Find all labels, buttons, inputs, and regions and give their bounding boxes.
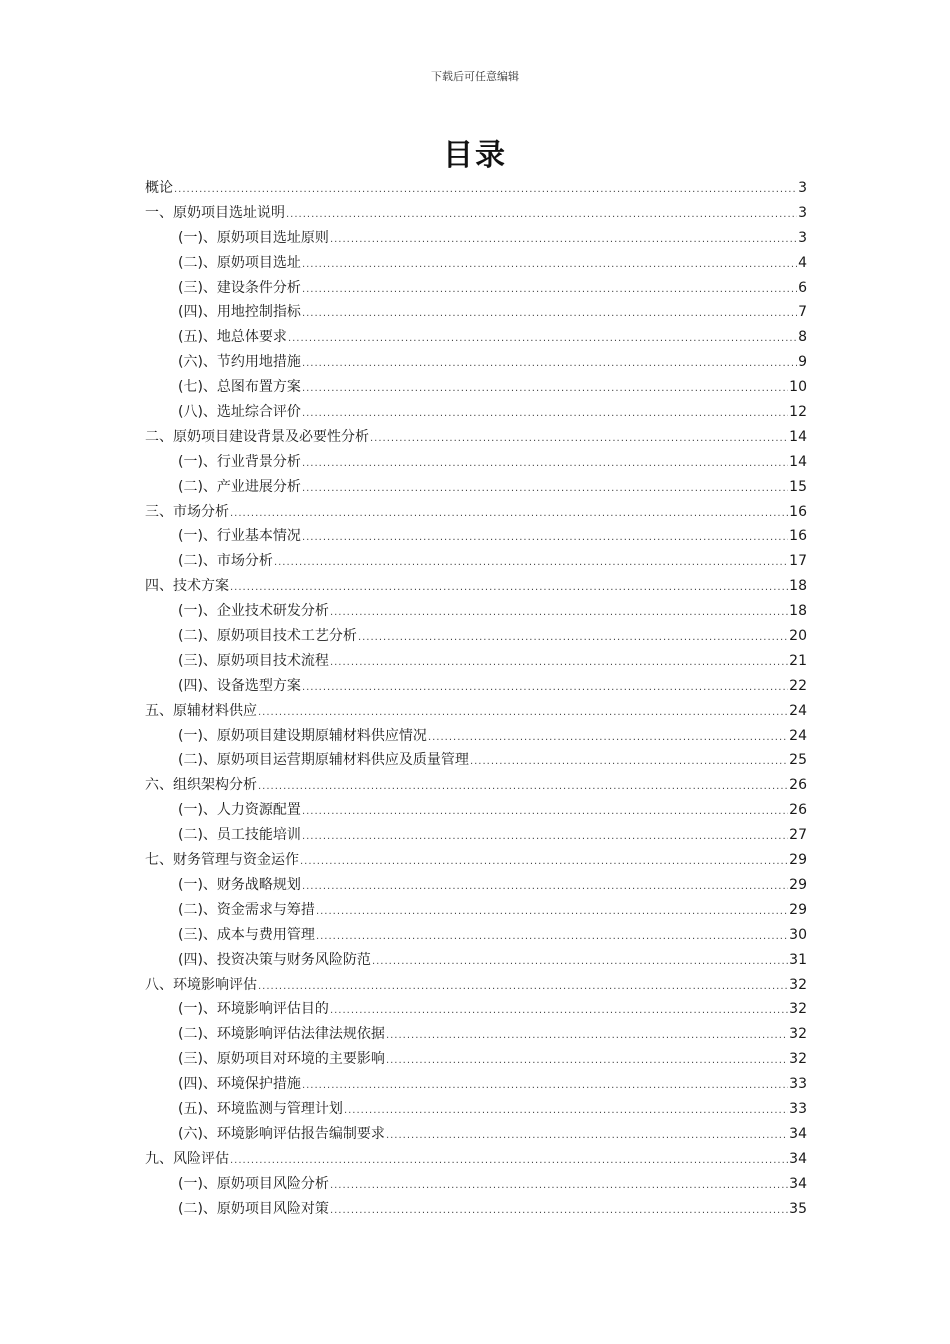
toc-entry-page-number: 29 [789, 852, 807, 869]
toc-dot-leader [258, 701, 788, 726]
toc-dot-leader [386, 1124, 788, 1149]
toc-entry[interactable] [145, 1072, 807, 1097]
toc-dot-leader [302, 1074, 788, 1099]
toc-entry-page-number: 32 [789, 1026, 807, 1043]
toc-entry[interactable] [145, 1197, 807, 1222]
toc-dot-leader [286, 203, 797, 228]
toc-entry-label: 九、风险评估 [145, 1150, 229, 1167]
toc-dot-leader [302, 377, 788, 402]
toc-entry-page-number: 34 [789, 1150, 807, 1167]
toc-entry-label: (六)、环境影响评估报告编制要求 [178, 1125, 385, 1142]
toc-dot-leader [330, 999, 788, 1024]
toc-entry-page-number: 20 [789, 628, 807, 645]
toc-entry-page-number: 32 [789, 976, 807, 993]
toc-entry-page-number: 7 [798, 304, 807, 321]
toc-entry-page-number: 26 [789, 777, 807, 794]
toc-entry[interactable] [145, 1147, 807, 1172]
toc-entry-label: (三)、建设条件分析 [178, 279, 301, 296]
toc-entry-label: (一)、原奶项目建设期原辅材料供应情况 [178, 727, 427, 744]
toc-entry-label: (六)、节约用地措施 [178, 354, 301, 371]
toc-entry-page-number: 29 [789, 901, 807, 918]
toc-entry[interactable] [145, 1022, 807, 1047]
toc-entry-label: 四、技术方案 [145, 578, 229, 595]
toc-entry-label: (八)、选址综合评价 [178, 404, 301, 421]
toc-entry[interactable] [145, 624, 807, 649]
toc-entry[interactable] [145, 948, 807, 973]
toc-dot-leader [302, 278, 797, 303]
toc-dot-leader [302, 452, 788, 477]
toc-dot-leader [258, 975, 788, 1000]
toc-entry-page-number: 3 [798, 180, 807, 196]
toc-entry-page-number: 26 [789, 802, 807, 819]
toc-entry-label: 七、财务管理与资金运作 [145, 852, 299, 869]
toc-entry-label: (五)、地总体要求 [178, 329, 287, 346]
toc-entry-label: (一)、原奶项目选址原则 [178, 229, 329, 246]
toc-entry[interactable] [145, 724, 807, 749]
toc-entry-page-number: 32 [789, 1001, 807, 1018]
toc-dot-leader [302, 825, 788, 850]
toc-entry[interactable] [145, 997, 807, 1022]
toc-entry-page-number: 35 [789, 1200, 807, 1217]
toc-entry[interactable] [145, 873, 807, 898]
toc-entry[interactable] [145, 251, 807, 276]
toc-entry-page-number: 6 [798, 279, 807, 296]
toc-dot-leader [330, 651, 788, 676]
toc-entry-label: (二)、环境影响评估法律法规依据 [178, 1026, 385, 1043]
toc-entry-page-number: 33 [789, 1100, 807, 1117]
toc-entry[interactable] [145, 176, 807, 201]
toc-entry-label: (二)、原奶项目运营期原辅材料供应及质量管理 [178, 752, 469, 769]
toc-entry-page-number: 24 [789, 702, 807, 719]
toc-entry-label: (一)、原奶项目风险分析 [178, 1175, 329, 1192]
toc-entry-page-number: 12 [789, 404, 807, 421]
toc-entry-label: (一)、人力资源配置 [178, 802, 301, 819]
toc-entry-page-number: 16 [789, 528, 807, 545]
toc-entry[interactable] [145, 773, 807, 798]
toc-entry-label: 五、原辅材料供应 [145, 702, 257, 719]
toc-dot-leader [302, 402, 788, 427]
toc-entry-label: 八、环境影响评估 [145, 976, 257, 993]
toc-entry[interactable] [145, 823, 807, 848]
toc-entry-page-number: 14 [789, 428, 807, 445]
toc-entry-label: (二)、资金需求与筹措 [178, 901, 315, 918]
toc-entry[interactable] [145, 500, 807, 525]
toc-entry-page-number: 34 [789, 1125, 807, 1142]
toc-dot-leader [428, 726, 788, 751]
toc-entry[interactable] [145, 574, 807, 599]
toc-entry-label: 三、市场分析 [145, 503, 229, 520]
toc-dot-leader [370, 427, 788, 452]
toc-entry[interactable] [145, 201, 807, 226]
toc-dot-leader [302, 253, 797, 278]
toc-entry-label: (七)、总图布置方案 [178, 379, 301, 396]
toc-entry-label: 六、组织架构分析 [145, 777, 257, 794]
toc-dot-leader [174, 178, 797, 203]
toc-dot-leader [274, 551, 788, 576]
toc-dot-leader [386, 1049, 788, 1074]
toc-entry-page-number: 4 [798, 254, 807, 271]
toc-entry-page-number: 22 [789, 677, 807, 694]
toc-entry-label: (二)、原奶项目技术工艺分析 [178, 628, 357, 645]
toc-entry[interactable] [145, 226, 807, 251]
toc-entry-page-number: 33 [789, 1076, 807, 1093]
toc-entry-label: 概论 [145, 180, 173, 196]
toc-entry[interactable] [145, 898, 807, 923]
toc-entry[interactable] [145, 1172, 807, 1197]
toc-entry[interactable] [145, 350, 807, 375]
toc-dot-leader [470, 750, 788, 775]
toc-entry[interactable] [145, 325, 807, 350]
toc-entry-page-number: 29 [789, 876, 807, 893]
toc-dot-leader [230, 576, 788, 601]
toc-entry-label: 二、原奶项目建设背景及必要性分析 [145, 428, 369, 445]
toc-entry-label: (一)、企业技术研发分析 [178, 603, 329, 620]
toc-entry-page-number: 30 [789, 926, 807, 943]
toc-entry[interactable] [145, 425, 807, 450]
toc-dot-leader [330, 1199, 788, 1224]
toc-dot-leader [316, 900, 788, 925]
toc-dot-leader [330, 601, 788, 626]
toc-dot-leader [302, 800, 788, 825]
toc-dot-leader [302, 477, 788, 502]
toc-dot-leader [230, 502, 788, 527]
toc-entry[interactable] [145, 699, 807, 724]
table-of-contents [145, 176, 807, 1221]
toc-entry-label: (三)、原奶项目技术流程 [178, 652, 329, 669]
toc-entry-label: (一)、行业基本情况 [178, 528, 301, 545]
toc-entry[interactable] [145, 674, 807, 699]
toc-entry-page-number: 8 [798, 329, 807, 346]
toc-entry[interactable] [145, 798, 807, 823]
toc-entry[interactable] [145, 923, 807, 948]
toc-dot-leader [344, 1099, 788, 1124]
toc-entry[interactable] [145, 1122, 807, 1147]
page-header: 下载后可任意编辑 [431, 70, 519, 83]
toc-entry-page-number: 18 [789, 578, 807, 595]
toc-entry-label: (四)、环境保护措施 [178, 1076, 301, 1093]
toc-entry[interactable] [145, 300, 807, 325]
toc-dot-leader [302, 875, 788, 900]
toc-entry[interactable] [145, 649, 807, 674]
toc-entry[interactable] [145, 475, 807, 500]
toc-entry-page-number: 31 [789, 951, 807, 968]
toc-dot-leader [330, 228, 797, 253]
toc-entry-label: (三)、原奶项目对环境的主要影响 [178, 1051, 385, 1068]
toc-entry-page-number: 10 [789, 379, 807, 396]
toc-entry-label: (四)、设备选型方案 [178, 677, 301, 694]
toc-entry-page-number: 14 [789, 453, 807, 470]
toc-entry[interactable] [145, 375, 807, 400]
toc-dot-leader [330, 1174, 788, 1199]
toc-entry-page-number: 16 [789, 503, 807, 520]
toc-entry-label: (四)、投资决策与财务风险防范 [178, 951, 371, 968]
toc-entry[interactable] [145, 848, 807, 873]
toc-dot-leader [386, 1024, 788, 1049]
toc-entry-label: (二)、原奶项目选址 [178, 254, 301, 271]
toc-entry-label: (一)、行业背景分析 [178, 453, 301, 470]
toc-entry-page-number: 15 [789, 478, 807, 495]
toc-dot-leader [358, 626, 788, 651]
toc-entry-page-number: 18 [789, 603, 807, 620]
toc-entry-page-number: 27 [789, 827, 807, 844]
toc-entry-label: (三)、成本与费用管理 [178, 926, 315, 943]
toc-dot-leader [230, 1149, 788, 1174]
toc-entry-label: (四)、用地控制指标 [178, 304, 301, 321]
toc-dot-leader [316, 925, 788, 950]
toc-entry-page-number: 24 [789, 727, 807, 744]
toc-entry-label: (二)、产业进展分析 [178, 478, 301, 495]
toc-entry[interactable] [145, 276, 807, 301]
toc-entry[interactable] [145, 549, 807, 574]
toc-entry-label: (一)、环境影响评估目的 [178, 1001, 329, 1018]
toc-entry[interactable] [145, 1097, 807, 1122]
toc-entry-page-number: 34 [789, 1175, 807, 1192]
toc-entry-label: (二)、市场分析 [178, 553, 273, 570]
toc-title: 目录 [443, 138, 507, 173]
toc-entry-page-number: 25 [789, 752, 807, 769]
toc-entry-page-number: 3 [798, 204, 807, 221]
toc-dot-leader [302, 302, 797, 327]
toc-dot-leader [372, 950, 788, 975]
toc-entry-page-number: 32 [789, 1051, 807, 1068]
toc-entry[interactable] [145, 450, 807, 475]
toc-entry-label: 一、原奶项目选址说明 [145, 204, 285, 221]
toc-dot-leader [302, 526, 788, 551]
toc-entry-page-number: 9 [798, 354, 807, 371]
toc-entry-page-number: 21 [789, 652, 807, 669]
toc-entry[interactable] [145, 599, 807, 624]
toc-entry[interactable] [145, 400, 807, 425]
toc-entry[interactable] [145, 973, 807, 998]
toc-entry-page-number: 3 [798, 229, 807, 246]
toc-entry-label: (五)、环境监测与管理计划 [178, 1100, 343, 1117]
toc-entry[interactable] [145, 748, 807, 773]
toc-dot-leader [288, 327, 797, 352]
toc-dot-leader [302, 676, 788, 701]
toc-dot-leader [302, 352, 797, 377]
toc-entry-page-number: 17 [789, 553, 807, 570]
toc-entry-label: (一)、财务战略规划 [178, 876, 301, 893]
toc-dot-leader [258, 775, 788, 800]
toc-entry[interactable] [145, 1047, 807, 1072]
toc-entry-label: (二)、原奶项目风险对策 [178, 1200, 329, 1217]
toc-dot-leader [300, 850, 788, 875]
toc-entry[interactable] [145, 524, 807, 549]
toc-entry-label: (二)、员工技能培训 [178, 827, 301, 844]
